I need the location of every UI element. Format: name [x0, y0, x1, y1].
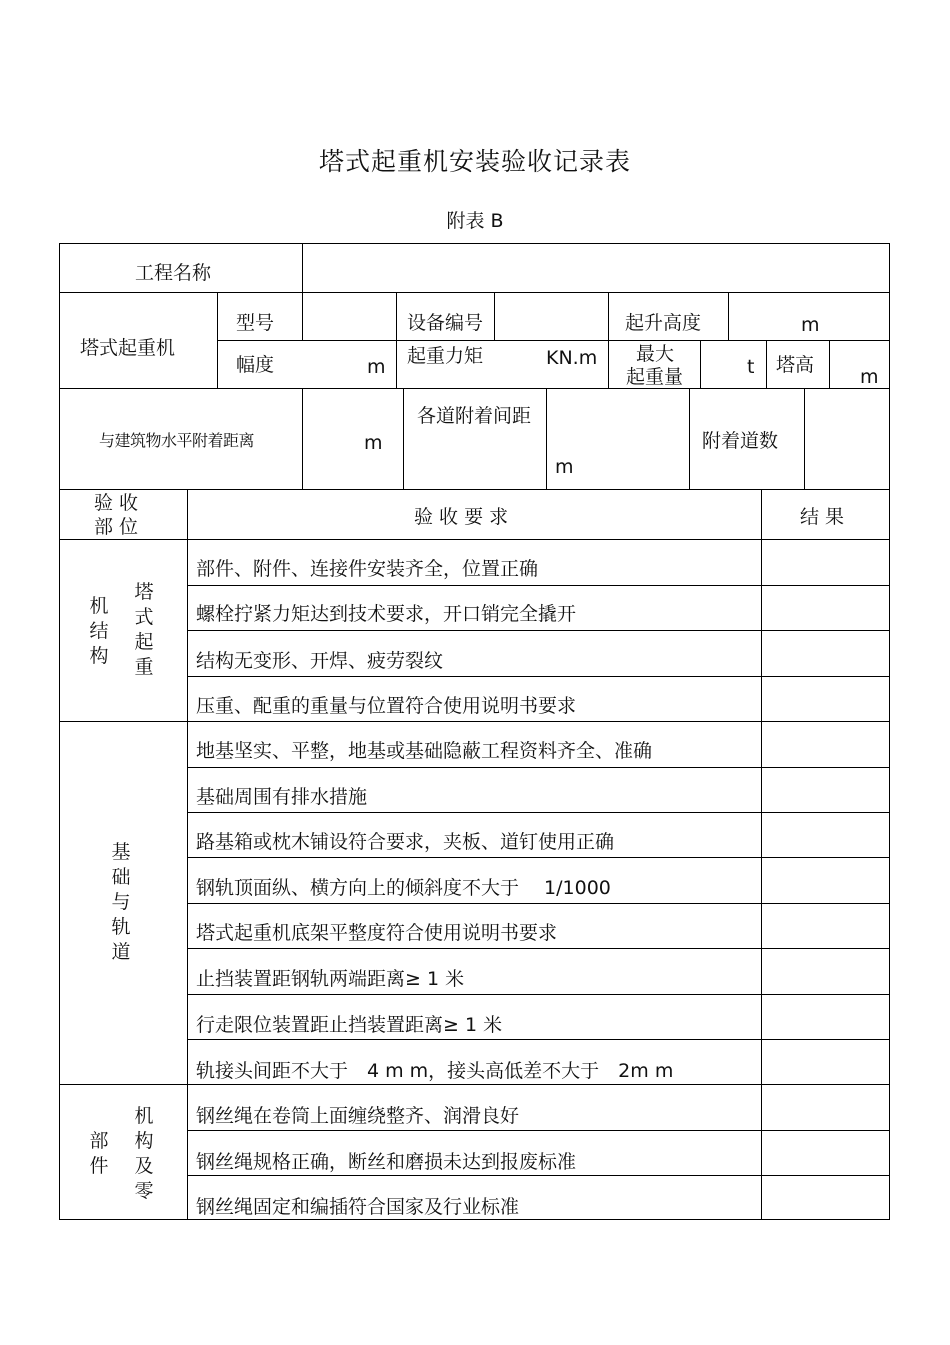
project-name-label: 工程名称: [135, 262, 212, 284]
tower-height-label: 塔高: [776, 354, 815, 376]
requirement-row: 轨接头间距不大于 4 m m，接头高低差不大于 2m m: [196, 1060, 674, 1082]
rule: [728, 292, 729, 340]
requirement-row: 行走限位装置距止挡装置距离≥ 1 米: [196, 1014, 503, 1036]
crane-label: 塔式起重机: [80, 337, 176, 359]
rule: [187, 948, 890, 949]
requirement-row: 螺栓拧紧力矩达到技术要求，开口销完全撬开: [196, 603, 577, 625]
equipment-no-field[interactable]: [496, 294, 606, 338]
attach-spacing-unit: m: [555, 456, 574, 478]
rule: [217, 292, 218, 388]
attach-count-label: 附着道数: [702, 430, 779, 452]
section3-label-left: 部 件: [89, 1130, 109, 1177]
rule: [403, 388, 404, 489]
requirement-row: 结构无变形、开焊、疲劳裂纹: [196, 650, 444, 672]
model-field[interactable]: [304, 294, 394, 338]
amplitude-label: 幅度: [236, 354, 275, 376]
col-part-line2: 部 位: [94, 516, 139, 538]
rule: [59, 1084, 890, 1085]
rule: [187, 489, 188, 1220]
requirement-row: 路基箱或枕木铺设符合要求，夹板、道钉使用正确: [196, 831, 615, 853]
rule: [302, 388, 303, 489]
attach-count-field[interactable]: [806, 390, 888, 487]
result-cell[interactable]: [763, 996, 888, 1038]
result-cell[interactable]: [763, 632, 888, 674]
requirement-row: 塔式起重机底架平整度符合使用说明书要求: [196, 922, 558, 944]
rule: [494, 292, 495, 340]
rule: [396, 292, 397, 388]
rule: [59, 721, 890, 722]
rule: [187, 1175, 890, 1176]
rule: [804, 388, 805, 489]
model-label: 型号: [236, 312, 275, 334]
result-cell[interactable]: [763, 723, 888, 765]
result-cell[interactable]: [763, 814, 888, 856]
requirement-row: 部件、附件、连接件安装齐全，位置正确: [196, 558, 539, 580]
rule: [59, 292, 890, 293]
rule: [187, 767, 890, 768]
requirement-row: 钢丝绳固定和编插符合国家及行业标准: [196, 1196, 520, 1218]
result-cell[interactable]: [763, 587, 888, 629]
equipment-no-label: 设备编号: [407, 312, 484, 334]
result-cell[interactable]: [763, 541, 888, 583]
rule: [59, 539, 890, 540]
max-lift-unit: t: [747, 356, 755, 378]
rule: [608, 292, 609, 388]
rule: [187, 857, 890, 858]
result-cell[interactable]: [763, 1132, 888, 1174]
rule: [689, 388, 690, 489]
requirement-row: 压重、配重的重量与位置符合使用说明书要求: [196, 695, 577, 717]
requirement-row: 基础周围有排水措施: [196, 786, 368, 808]
lift-height-unit: m: [801, 314, 820, 336]
lift-height-label: 起升高度: [625, 312, 702, 334]
lift-moment-unit: KN.m: [546, 347, 598, 369]
result-cell[interactable]: [763, 1177, 888, 1218]
result-cell[interactable]: [763, 950, 888, 992]
rule: [59, 489, 890, 490]
lift-moment-label: 起重力矩: [407, 345, 484, 367]
rule: [187, 903, 890, 904]
attach-distance-unit: m: [364, 432, 383, 454]
appendix-label: 附表 B: [446, 210, 504, 232]
result-cell[interactable]: [763, 678, 888, 720]
rule: [766, 340, 767, 388]
max-lift-label-2: 起重量: [626, 366, 684, 388]
col-part-line1: 验 收: [94, 492, 139, 514]
col-result: 结 果: [800, 506, 845, 528]
rule: [187, 676, 890, 677]
rule: [829, 340, 830, 388]
requirement-row: 钢丝绳规格正确，断丝和磨损未达到报废标准: [196, 1151, 577, 1173]
rule: [187, 585, 890, 586]
section2-label: 基 础 与 轨 道: [111, 841, 131, 963]
section1-label-left: 机 结 构: [89, 595, 109, 667]
rule: [302, 243, 303, 292]
rule: [761, 489, 762, 1220]
rule: [187, 1039, 890, 1040]
amplitude-unit: m: [367, 356, 386, 378]
section1-label-right: 塔 式 起 重: [134, 581, 154, 678]
col-requirement: 验 收 要 求: [414, 506, 509, 528]
rule: [302, 292, 303, 340]
rule: [546, 388, 547, 489]
result-cell[interactable]: [763, 1041, 888, 1083]
requirement-row: 止挡装置距钢轨两端距离≥ 1 米: [196, 968, 465, 990]
rule: [187, 1130, 890, 1131]
page-title: 塔式起重机安装验收记录表: [318, 147, 631, 176]
max-lift-label-1: 最大: [636, 343, 675, 365]
requirement-row: 钢轨顶面纵、横方向上的倾斜度不大于 1/1000: [196, 877, 611, 899]
tower-height-unit: m: [860, 366, 879, 388]
rule: [217, 340, 890, 341]
result-cell[interactable]: [763, 769, 888, 811]
requirement-row: 地基坚实、平整，地基或基础隐蔽工程资料齐全、准确: [196, 740, 653, 762]
attach-spacing-label: 各道附着间距: [417, 405, 532, 427]
requirement-row: 钢丝绳在卷筒上面缠绕整齐、润滑良好: [196, 1105, 520, 1127]
rule: [700, 340, 701, 388]
rule: [59, 388, 890, 389]
rule: [187, 812, 890, 813]
rule: [187, 994, 890, 995]
result-cell[interactable]: [763, 905, 888, 947]
attach-distance-label: 与建筑物水平附着距离: [99, 431, 255, 450]
rule: [187, 630, 890, 631]
result-cell[interactable]: [763, 1086, 888, 1128]
result-cell[interactable]: [763, 859, 888, 901]
section3-label-right: 机 构 及 零: [134, 1105, 154, 1202]
